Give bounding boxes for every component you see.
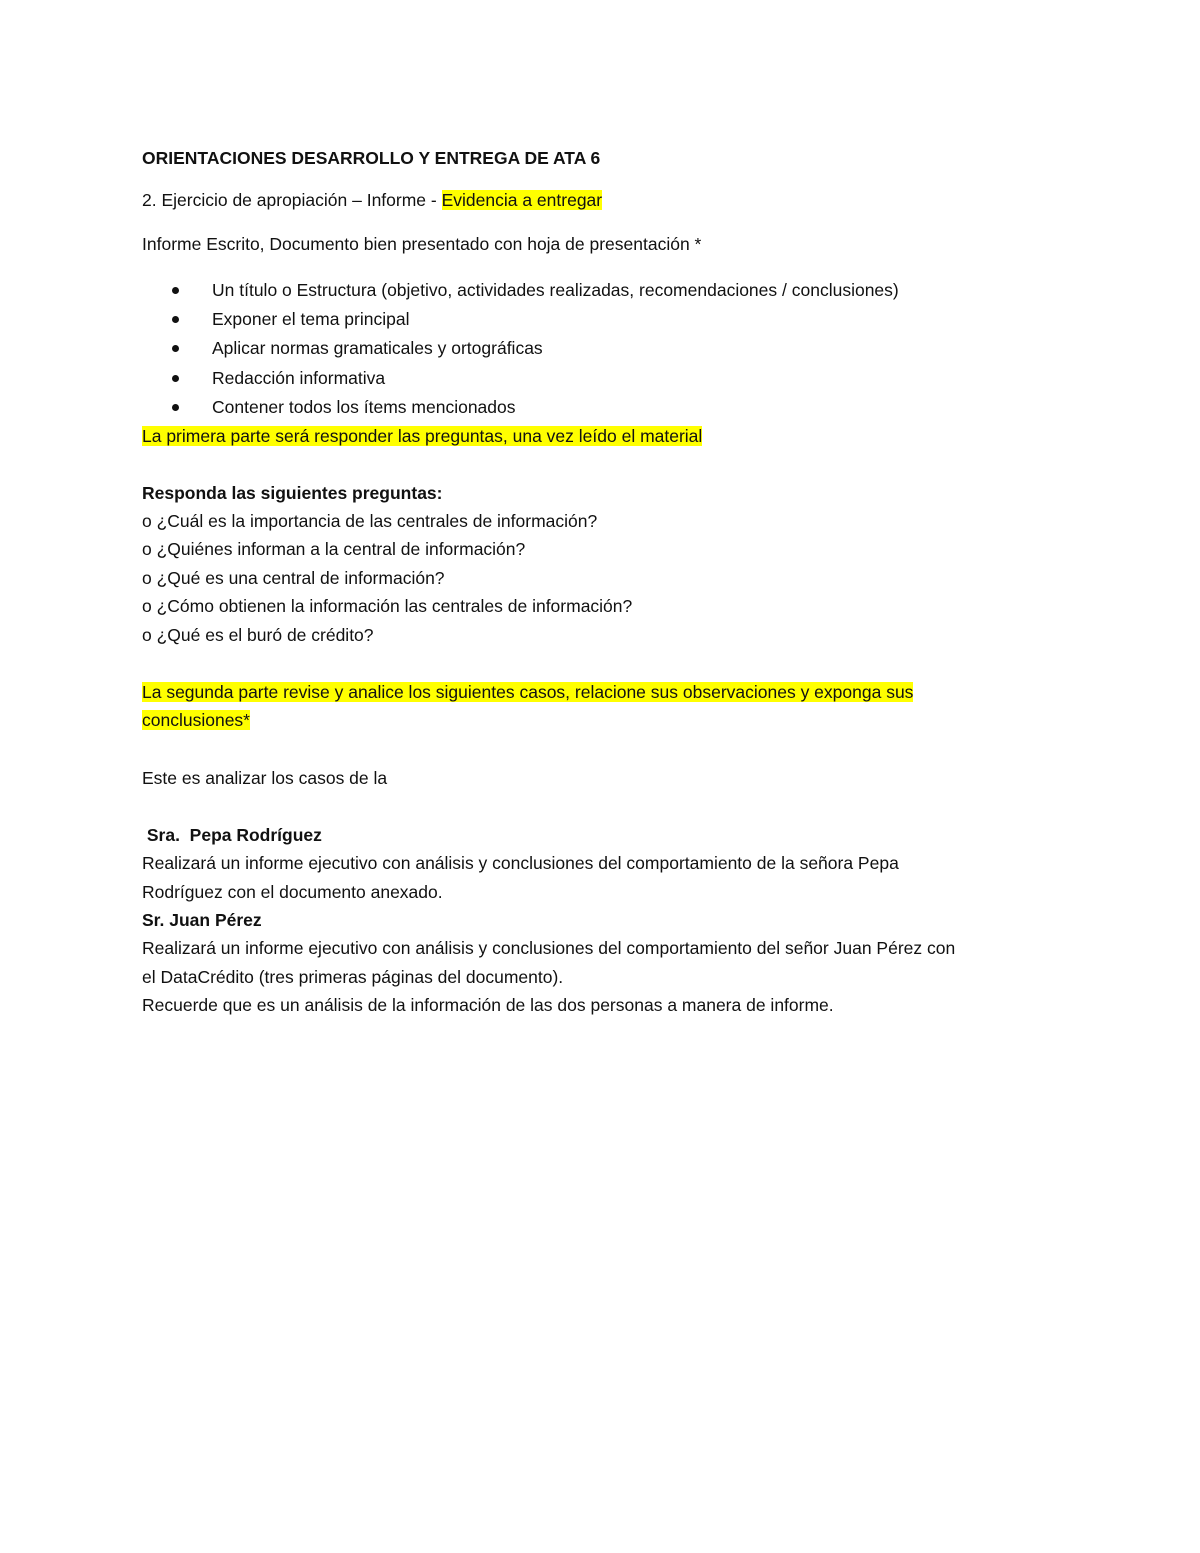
exercise-highlight: Evidencia a entregar xyxy=(441,190,603,210)
bullet-text: Contener todos los ítems mencionados xyxy=(212,397,516,417)
document-title: ORIENTACIONES DESARROLLO Y ENTREGA DE ATA 6 xyxy=(142,148,601,168)
closing-line: Recuerde que es un análisis de la información de las dos personas a manera de informe. xyxy=(142,995,834,1015)
part2-note-1: La segunda parte revise y analice los siguientes casos, relacione sus observaciones y exponga sus xyxy=(142,682,914,702)
exercise-prefix: 2. Ejercicio de apropiación – Informe - xyxy=(142,190,442,210)
case1-name: Sra. Pepa Rodríguez xyxy=(142,825,322,845)
bullet-icon xyxy=(172,278,212,302)
question-item: o ¿Qué es el buró de crédito? xyxy=(142,625,374,645)
cases-intro: Este es analizar los casos de la xyxy=(142,768,388,788)
part1-note-line xyxy=(142,424,702,448)
bullet-icon xyxy=(172,395,212,419)
bullet-icon xyxy=(172,366,212,390)
bullet-item xyxy=(172,278,899,302)
bullet-item xyxy=(172,336,543,360)
bullet-item xyxy=(172,307,409,331)
part2-note-line-1 xyxy=(142,680,913,704)
bullet-icon xyxy=(172,307,212,331)
question-item: o ¿Cómo obtienen la información las centrales de información? xyxy=(142,596,633,616)
case2-line-2: el DataCrédito (tres primeras páginas del documento). xyxy=(142,967,564,987)
part2-note-2: conclusiones* xyxy=(142,710,250,730)
case1-line-2: Rodríguez con el documento anexado. xyxy=(142,882,443,902)
part2-note-line-2 xyxy=(142,708,250,732)
bullet-text: Aplicar normas gramaticales y ortográficas xyxy=(212,338,543,358)
case2-line-1: Realizará un informe ejecutivo con análisis y conclusiones del comportamiento del señor Juan Pérez con xyxy=(142,938,956,958)
bullet-text: Exponer el tema principal xyxy=(212,309,410,329)
part1-note: La primera parte será responder las preguntas, una vez leído el material xyxy=(142,426,703,446)
bullet-icon xyxy=(172,336,212,360)
case1-line-1: Realizará un informe ejecutivo con análisis y conclusiones del comportamiento de la señora Pepa xyxy=(142,853,899,873)
bullet-item xyxy=(172,395,516,419)
intro-line: Informe Escrito, Documento bien presentado con hoja de presentación * xyxy=(142,234,702,254)
questions-heading: Responda las siguientes preguntas: xyxy=(142,483,443,503)
question-item: o ¿Qué es una central de información? xyxy=(142,568,445,588)
question-item: o ¿Quiénes informan a la central de información? xyxy=(142,539,526,559)
exercise-line xyxy=(142,188,602,212)
bullet-text: Redacción informativa xyxy=(212,368,386,388)
question-item: o ¿Cuál es la importancia de las centrales de información? xyxy=(142,511,598,531)
bullet-item xyxy=(172,366,385,390)
case2-name: Sr. Juan Pérez xyxy=(142,910,262,930)
bullet-text: Un título o Estructura (objetivo, actividades realizadas, recomendaciones / conclusiones) xyxy=(212,280,899,300)
